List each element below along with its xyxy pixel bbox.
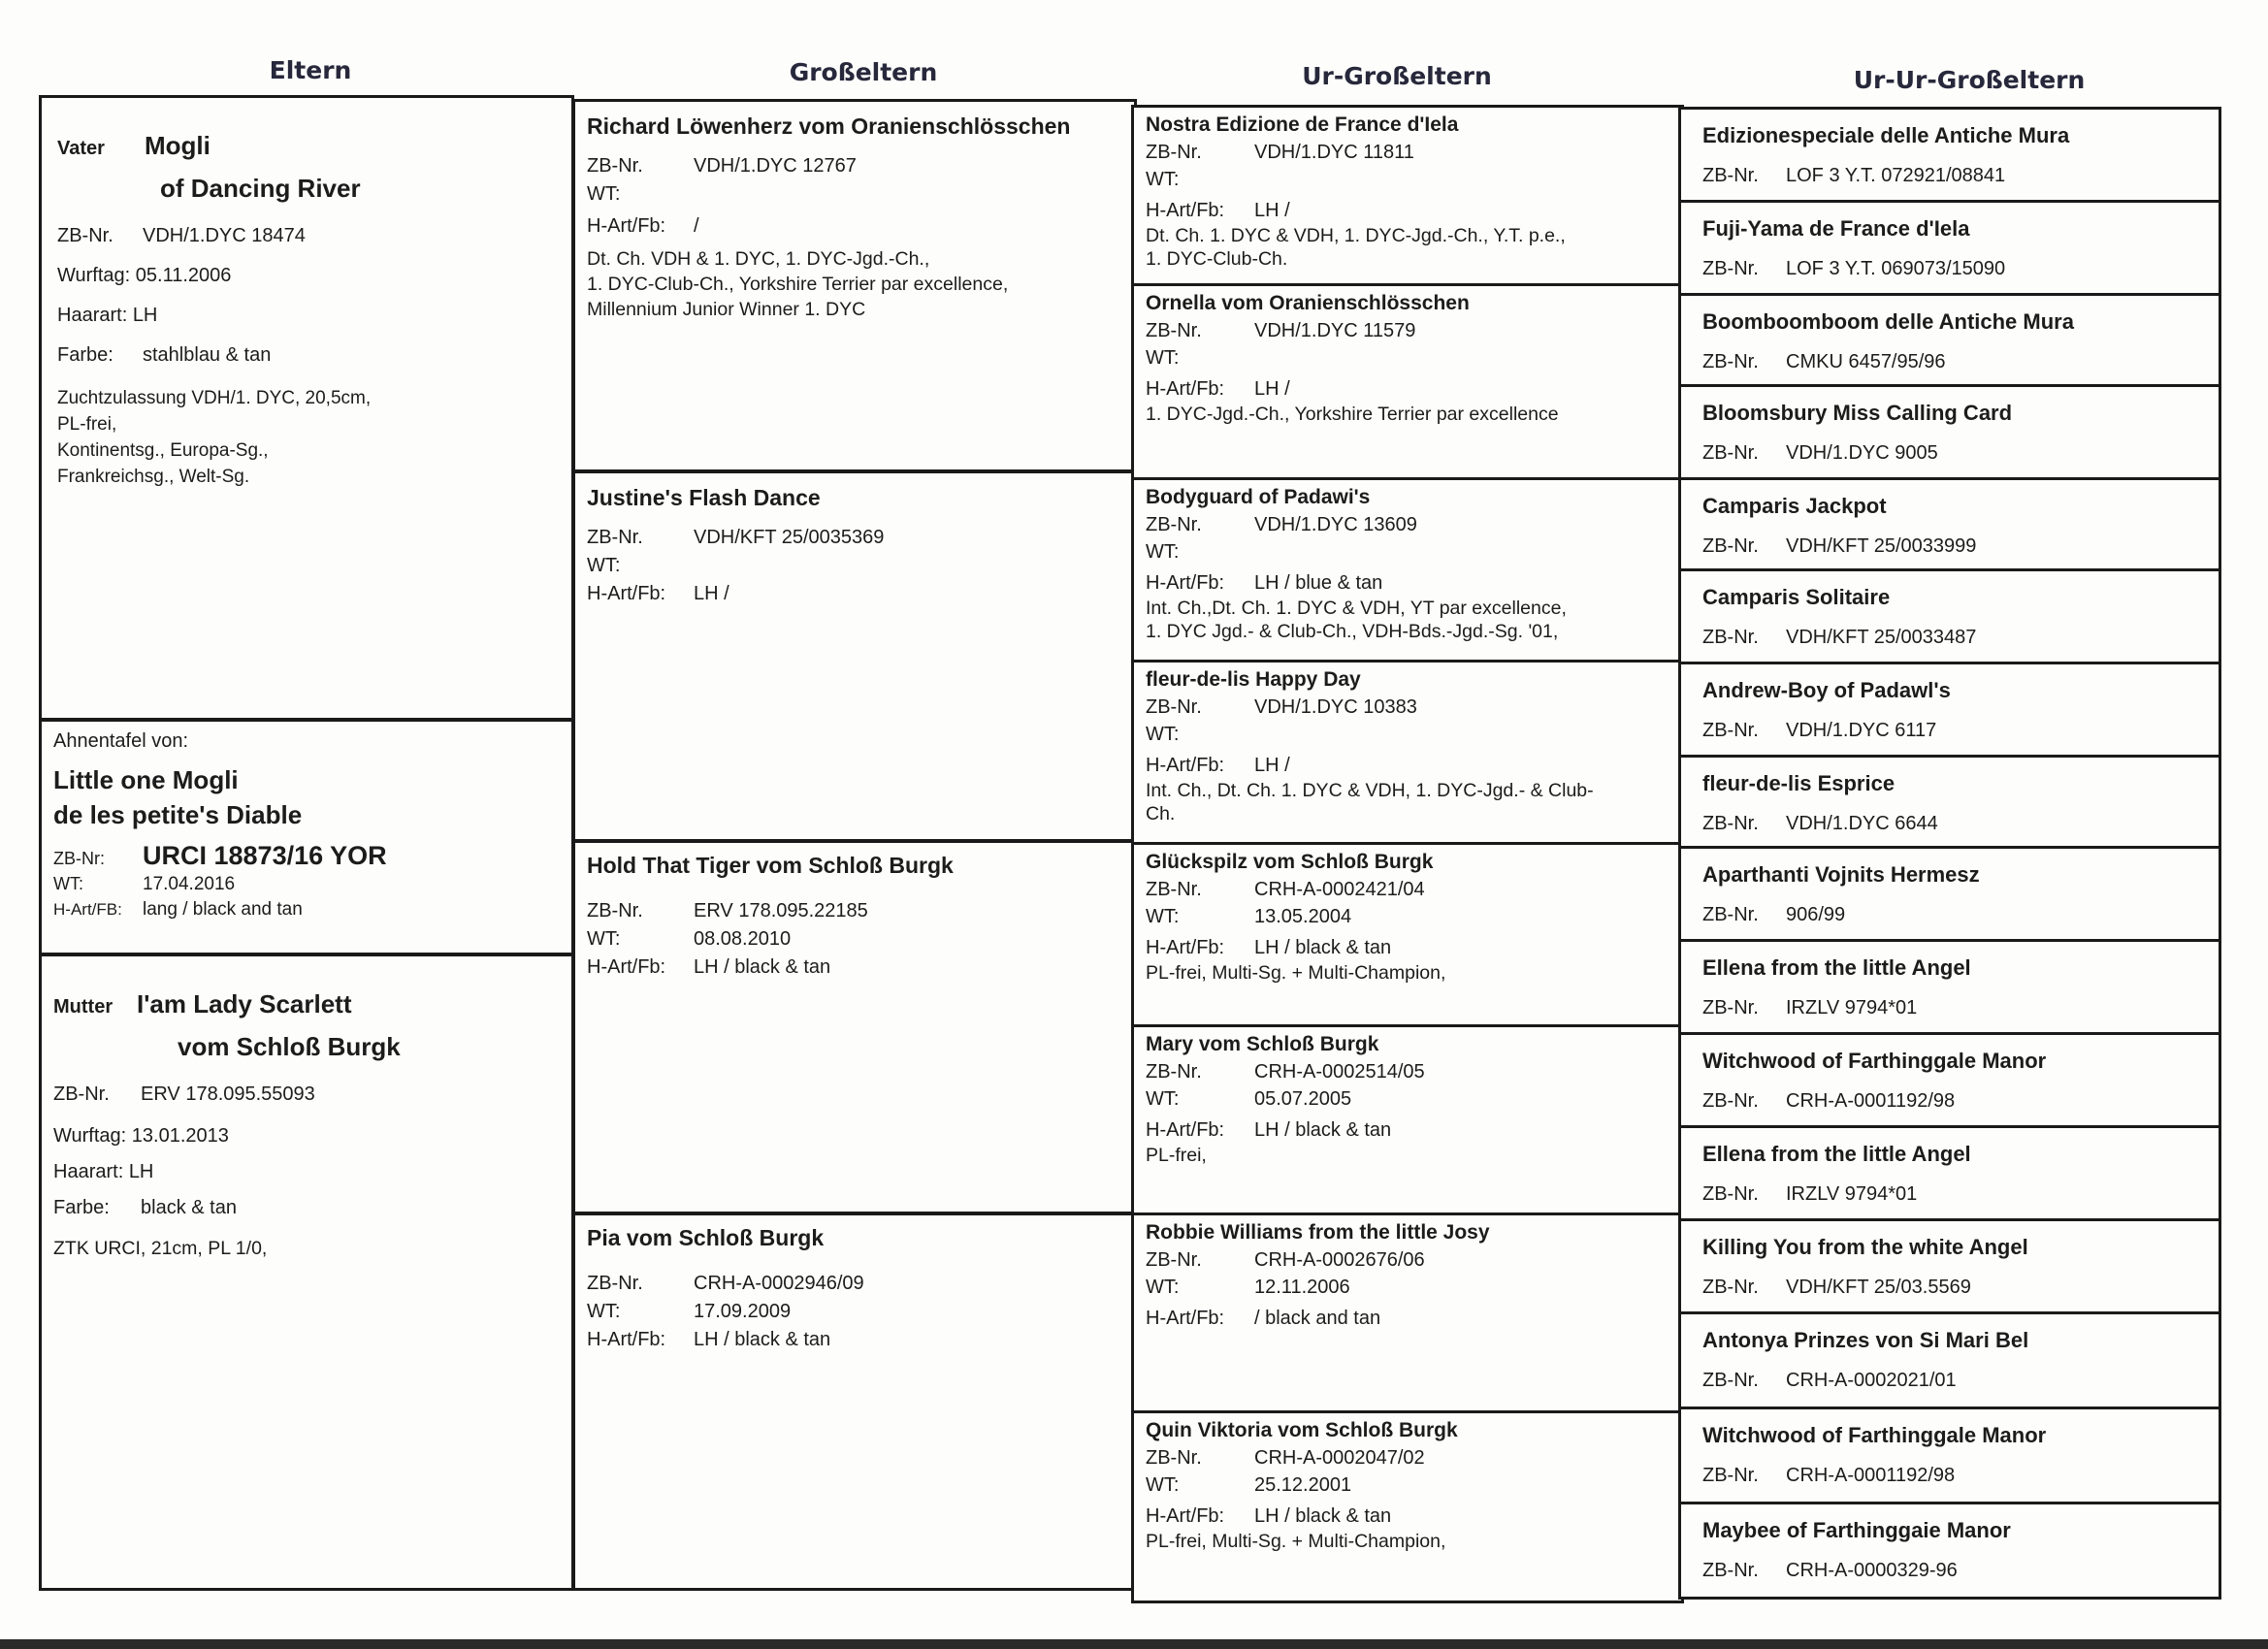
grandparent-name: Hold That Tiger vom Schloß Burgk bbox=[587, 853, 954, 878]
dam-wurftag-row bbox=[53, 1122, 571, 1150]
sire-farbe-value: stahlblau & tan bbox=[143, 344, 272, 366]
great-grandparent-name: Ornella vom Oranienschlösschen bbox=[1146, 292, 1470, 314]
great-grandparent-name: Robbie Williams from the little Josy bbox=[1146, 1221, 1490, 1244]
grandparent-wt-label: WT: bbox=[587, 183, 621, 205]
grandparent-card bbox=[572, 840, 1137, 1214]
great-grandparent-zb: VDH/1.DYC 10383 bbox=[1254, 696, 1417, 718]
great-grandparent-hart-label: H-Art/Fb: bbox=[1146, 200, 1225, 221]
great-grandparent-title-line: Dt. Ch. 1. DYC & VDH, 1. DYC-Jgd.-Ch., Y.T. p.e., bbox=[1146, 225, 1566, 246]
sire-farbe-label: Farbe: bbox=[57, 344, 113, 366]
dam-wurftag-value: 13.01.2013 bbox=[131, 1125, 229, 1147]
great-grandparent-wt: 05.07.2005 bbox=[1254, 1088, 1352, 1110]
great-great-grandparent-zb-label: ZB-Nr. bbox=[1702, 442, 1759, 464]
great-great-grandparent-zb: VDH/1.DYC 6644 bbox=[1786, 813, 1938, 834]
great-great-grandparent-card bbox=[1678, 477, 2221, 571]
great-grandparent-zb-label: ZB-Nr. bbox=[1146, 514, 1202, 535]
great-grandparent-wt: 25.12.2001 bbox=[1254, 1474, 1352, 1496]
pedigree-owner-wt-row bbox=[53, 871, 571, 897]
great-grandparent-name: Bodyguard of Padawi's bbox=[1146, 486, 1371, 508]
grandparent-wt: 08.08.2010 bbox=[694, 928, 792, 950]
pedigree-owner-hart-value: lang / black and tan bbox=[143, 899, 303, 920]
grandparent-hart: LH / bbox=[694, 583, 729, 604]
pedigree-owner-label: Ahnentafel von: bbox=[53, 730, 188, 752]
great-great-grandparent-name: Killing You from the white Angel bbox=[1702, 1235, 2028, 1259]
great-grandparent-title-line: 1. DYC-Club-Ch. bbox=[1146, 248, 1288, 270]
great-grandparent-zb: VDH/1.DYC 11579 bbox=[1254, 320, 1416, 341]
great-grandparent-card bbox=[1131, 660, 1684, 845]
dam-farbe-label: Farbe: bbox=[53, 1197, 110, 1218]
grandparent-title-line: Millennium Junior Winner 1. DYC bbox=[587, 299, 866, 320]
great-great-grandparent-card bbox=[1678, 1125, 2221, 1221]
grandparent-name: Justine's Flash Dance bbox=[587, 485, 821, 510]
pedigree-owner-name-line1: Little one Mogli bbox=[53, 765, 239, 794]
great-grandparent-zb: CRH-A-0002514/05 bbox=[1254, 1061, 1425, 1083]
great-great-grandparent-name: Andrew-Boy of Padawl's bbox=[1702, 678, 1951, 702]
great-great-grandparent-name: Witchwood of Farthinggale Manor bbox=[1702, 1423, 2047, 1447]
great-grandparent-card bbox=[1131, 477, 1684, 663]
great-great-grandparent-zb-label: ZB-Nr. bbox=[1702, 1277, 1759, 1298]
pedigree-owner-name-line2: de les petite's Diable bbox=[53, 800, 303, 829]
sire-role-label: Vater bbox=[57, 138, 105, 159]
great-grandparent-wt-label: WT: bbox=[1146, 1277, 1180, 1298]
great-great-grandparent-zb: VDH/KFT 25/0033487 bbox=[1786, 627, 1977, 648]
great-grandparent-name: fleur-de-lis Happy Day bbox=[1146, 668, 1361, 691]
great-great-grandparent-zb: IRZLV 9794*01 bbox=[1786, 1183, 1918, 1205]
great-great-grandparent-name: Camparis Solitaire bbox=[1702, 585, 1891, 609]
header-great-grandparents: Ur-Großeltern bbox=[1302, 62, 1492, 90]
great-great-grandparent-card bbox=[1678, 107, 2221, 203]
great-grandparent-card bbox=[1131, 842, 1684, 1027]
great-grandparent-zb: VDH/1.DYC 11811 bbox=[1254, 142, 1414, 163]
great-grandparent-zb-label: ZB-Nr. bbox=[1146, 1061, 1202, 1083]
dam-zb-label: ZB-Nr. bbox=[53, 1083, 110, 1105]
great-grandparent-zb-label: ZB-Nr. bbox=[1146, 320, 1202, 341]
grandparent-wt-label: WT: bbox=[587, 555, 621, 576]
grandparent-hart: LH / black & tan bbox=[694, 1329, 831, 1350]
bottom-edge-line bbox=[0, 1639, 2268, 1649]
great-grandparent-hart: LH / black & tan bbox=[1254, 1119, 1392, 1141]
great-grandparent-card bbox=[1131, 1410, 1684, 1603]
great-grandparent-name: Nostra Edizione de France d'Iela bbox=[1146, 113, 1459, 136]
great-grandparent-name: Quin Viktoria vom Schloß Burgk bbox=[1146, 1419, 1458, 1441]
great-great-grandparent-zb-label: ZB-Nr. bbox=[1702, 720, 1759, 741]
great-great-grandparent-zb: CRH-A-0002021/01 bbox=[1786, 1370, 1957, 1391]
great-great-grandparent-zb: VDH/KFT 25/0033999 bbox=[1786, 535, 1977, 557]
sire-wurftag-label: Wurftag: bbox=[57, 265, 131, 286]
grandparent-title-line: 1. DYC-Club-Ch., Yorkshire Terrier par excellence, bbox=[587, 274, 1009, 295]
great-grandparent-wt-label: WT: bbox=[1146, 347, 1180, 369]
grandparent-zb: VDH/KFT 25/0035369 bbox=[694, 527, 885, 548]
great-great-grandparent-zb: VDH/1.DYC 9005 bbox=[1786, 442, 1938, 464]
great-grandparent-zb-label: ZB-Nr. bbox=[1146, 879, 1202, 900]
pedigree-owner-hart-label: H-Art/FB: bbox=[53, 900, 122, 919]
dam-haarart-value: LH bbox=[128, 1161, 154, 1182]
great-great-grandparent-card bbox=[1678, 1502, 2221, 1600]
great-grandparent-title-line: Ch. bbox=[1146, 803, 1176, 824]
great-great-grandparent-card bbox=[1678, 1311, 2221, 1409]
great-grandparent-hart-label: H-Art/Fb: bbox=[1146, 1119, 1225, 1141]
great-great-grandparent-card bbox=[1678, 846, 2221, 942]
great-great-grandparent-zb: LOF 3 Y.T. 069073/15090 bbox=[1786, 258, 2006, 279]
great-grandparent-card bbox=[1131, 1212, 1684, 1413]
great-grandparent-card bbox=[1131, 1024, 1684, 1215]
great-great-grandparent-name: Ellena from the little Angel bbox=[1702, 955, 1971, 980]
great-great-grandparent-zb: VDH/KFT 25/03.5569 bbox=[1786, 1277, 1971, 1298]
great-grandparent-title-line: PL-frei, Multi-Sg. + Multi-Champion, bbox=[1146, 962, 1446, 984]
grandparent-title-line: Dt. Ch. VDH & 1. DYC, 1. DYC-Jgd.-Ch., bbox=[587, 248, 930, 270]
great-grandparent-hart: / black and tan bbox=[1254, 1308, 1381, 1329]
sire-titles bbox=[57, 385, 571, 490]
grandparent-wt-label: WT: bbox=[587, 928, 621, 950]
great-grandparent-title-line: 1. DYC Jgd.- & Club-Ch., VDH-Bds.-Jgd.-Sg. '01, bbox=[1146, 621, 1559, 642]
grandparent-zb-label: ZB-Nr. bbox=[587, 155, 643, 177]
dam-role-label: Mutter bbox=[53, 996, 113, 1018]
great-grandparent-hart: LH / bbox=[1254, 378, 1290, 400]
header-parents: Eltern bbox=[269, 56, 352, 84]
grandparent-card bbox=[572, 99, 1137, 472]
header-great-great-grandparents: Ur-Ur-Großeltern bbox=[1853, 66, 2086, 94]
great-great-grandparent-zb: CRH-A-0001192/98 bbox=[1786, 1090, 1956, 1112]
dam-name-line1: I'am Lady Scarlett bbox=[137, 989, 352, 1018]
great-grandparent-title-line: Int. Ch., Dt. Ch. 1. DYC & VDH, 1. DYC-Jgd.- & Club- bbox=[1146, 780, 1594, 801]
great-great-grandparent-name: Bloomsbury Miss Calling Card bbox=[1702, 401, 2013, 425]
great-great-grandparent-card bbox=[1678, 1406, 2221, 1504]
great-great-grandparent-zb-label: ZB-Nr. bbox=[1702, 627, 1759, 648]
great-great-grandparent-name: Boomboomboom delle Antiche Mura bbox=[1702, 309, 2074, 334]
dam-zb-value: ERV 178.095.55093 bbox=[141, 1083, 315, 1105]
great-great-grandparent-zb: IRZLV 9794*01 bbox=[1786, 997, 1918, 1018]
great-great-grandparent-name: Ellena from the little Angel bbox=[1702, 1142, 1971, 1166]
great-grandparent-card bbox=[1131, 283, 1684, 480]
great-grandparent-hart: LH / bbox=[1254, 200, 1290, 221]
great-great-grandparent-name: Edizionespeciale delle Antiche Mura bbox=[1702, 123, 2070, 147]
great-grandparent-wt-label: WT: bbox=[1146, 1474, 1180, 1496]
grandparent-zb-label: ZB-Nr. bbox=[587, 1273, 643, 1294]
pedigree-owner-hart-row bbox=[53, 897, 571, 922]
great-grandparent-title-line: 1. DYC-Jgd.-Ch., Yorkshire Terrier par excellence bbox=[1146, 404, 1559, 425]
dam-card bbox=[39, 954, 574, 1591]
great-great-grandparent-zb-label: ZB-Nr. bbox=[1702, 1560, 1759, 1581]
dam-farbe-row bbox=[53, 1194, 571, 1222]
grandparent-hart: / bbox=[694, 215, 699, 237]
sire-haarart-row bbox=[57, 302, 571, 330]
great-great-grandparent-zb: CMKU 6457/95/96 bbox=[1786, 351, 1946, 372]
sire-title-line: Kontinentsg., Europa-Sg., bbox=[57, 440, 269, 461]
sire-title-line: Frankreichsg., Welt-Sg. bbox=[57, 467, 250, 487]
great-great-grandparent-card bbox=[1678, 384, 2221, 480]
dam-name-line2: vom Schloß Burgk bbox=[178, 1032, 401, 1061]
grandparent-wt-label: WT: bbox=[587, 1301, 621, 1322]
dam-title-line: ZTK URCI, 21cm, PL 1/0, bbox=[53, 1238, 268, 1259]
pedigree-owner-zb-label: ZB-Nr: bbox=[53, 849, 105, 868]
great-great-grandparent-card bbox=[1678, 1218, 2221, 1314]
header-grandparents: Großeltern bbox=[789, 58, 938, 86]
great-great-grandparent-zb-label: ZB-Nr. bbox=[1702, 1370, 1759, 1391]
great-great-grandparent-card bbox=[1678, 568, 2221, 664]
great-great-grandparent-card bbox=[1678, 662, 2221, 758]
great-grandparent-hart: LH / black & tan bbox=[1254, 1505, 1392, 1527]
grandparent-name: Pia vom Schloß Burgk bbox=[587, 1225, 825, 1250]
pedigree-owner-card bbox=[39, 719, 574, 955]
great-great-grandparent-zb: CRH-A-0000329-96 bbox=[1786, 1560, 1958, 1581]
great-grandparent-title-line: Int. Ch.,Dt. Ch. 1. DYC & VDH, YT par excellence, bbox=[1146, 598, 1567, 619]
great-great-grandparent-zb-label: ZB-Nr. bbox=[1702, 535, 1759, 557]
great-grandparent-wt-label: WT: bbox=[1146, 724, 1180, 745]
great-great-grandparent-name: Camparis Jackpot bbox=[1702, 494, 1887, 518]
great-grandparent-zb-label: ZB-Nr. bbox=[1146, 1249, 1202, 1271]
grandparent-zb-label: ZB-Nr. bbox=[587, 527, 643, 548]
grandparent-hart-label: H-Art/Fb: bbox=[587, 1329, 666, 1350]
sire-wurftag-value: 05.11.2006 bbox=[135, 265, 232, 286]
great-grandparent-hart-label: H-Art/Fb: bbox=[1146, 378, 1225, 400]
great-great-grandparent-zb-label: ZB-Nr. bbox=[1702, 904, 1759, 925]
pedigree-owner-wt-label: WT: bbox=[53, 874, 83, 893]
sire-haarart-value: LH bbox=[132, 305, 158, 326]
dam-haarart-label: Haarart: bbox=[53, 1161, 124, 1182]
sire-haarart-label: Haarart: bbox=[57, 305, 128, 326]
great-great-grandparent-zb: CRH-A-0001192/98 bbox=[1786, 1465, 1956, 1486]
great-great-grandparent-zb: LOF 3 Y.T. 072921/08841 bbox=[1786, 165, 2006, 186]
sire-zb-row bbox=[57, 222, 571, 250]
great-grandparent-wt-label: WT: bbox=[1146, 169, 1180, 190]
great-grandparent-title-line: PL-frei, bbox=[1146, 1145, 1207, 1166]
great-great-grandparent-card bbox=[1678, 939, 2221, 1035]
grandparent-zb: ERV 178.095.22185 bbox=[694, 900, 868, 922]
great-grandparent-hart: LH / bbox=[1254, 755, 1290, 776]
grandparent-wt: 17.09.2009 bbox=[694, 1301, 792, 1322]
great-grandparent-hart-label: H-Art/Fb: bbox=[1146, 937, 1225, 958]
great-great-grandparent-zb-label: ZB-Nr. bbox=[1702, 813, 1759, 834]
sire-name-line1: Mogli bbox=[145, 131, 211, 160]
great-grandparent-zb-label: ZB-Nr. bbox=[1146, 696, 1202, 718]
great-grandparent-zb: VDH/1.DYC 13609 bbox=[1254, 514, 1417, 535]
great-great-grandparent-zb: 906/99 bbox=[1786, 904, 1846, 925]
sire-zb-label: ZB-Nr. bbox=[57, 225, 113, 246]
dam-zb-row bbox=[53, 1081, 571, 1109]
great-great-grandparent-name: Maybee of Farthinggaie Manor bbox=[1702, 1518, 2011, 1542]
grandparent-hart: LH / black & tan bbox=[694, 956, 831, 978]
great-great-grandparent-zb: VDH/1.DYC 6117 bbox=[1786, 720, 1937, 741]
pedigree-owner-zb-value: URCI 18873/16 YOR bbox=[143, 841, 387, 870]
great-grandparent-zb-label: ZB-Nr. bbox=[1146, 142, 1202, 163]
great-great-grandparent-card bbox=[1678, 1032, 2221, 1128]
great-grandparent-zb-label: ZB-Nr. bbox=[1146, 1447, 1202, 1469]
great-great-grandparent-zb-label: ZB-Nr. bbox=[1702, 258, 1759, 279]
great-great-grandparent-name: fleur-de-lis Esprice bbox=[1702, 771, 1895, 795]
great-grandparent-name: Glückspilz vom Schloß Burgk bbox=[1146, 851, 1434, 873]
great-great-grandparent-name: Witchwood of Farthinggale Manor bbox=[1702, 1049, 2047, 1073]
great-grandparent-wt-label: WT: bbox=[1146, 906, 1180, 927]
great-grandparent-wt-label: WT: bbox=[1146, 1088, 1180, 1110]
great-great-grandparent-name: Fuji-Yama de France d'Iela bbox=[1702, 216, 1970, 241]
great-grandparent-zb: CRH-A-0002421/04 bbox=[1254, 879, 1425, 900]
great-great-grandparent-zb-label: ZB-Nr. bbox=[1702, 165, 1759, 186]
dam-haarart-row bbox=[53, 1158, 571, 1186]
great-grandparent-wt: 12.11.2006 bbox=[1254, 1277, 1350, 1298]
great-grandparent-wt: 13.05.2004 bbox=[1254, 906, 1352, 927]
great-grandparent-name: Mary vom Schloß Burgk bbox=[1146, 1033, 1379, 1055]
great-great-grandparent-zb-label: ZB-Nr. bbox=[1702, 997, 1759, 1018]
great-great-grandparent-card bbox=[1678, 200, 2221, 296]
great-grandparent-card bbox=[1131, 105, 1684, 286]
great-grandparent-hart-label: H-Art/Fb: bbox=[1146, 1505, 1225, 1527]
great-great-grandparent-name: Antonya Prinzes von Si Mari Bel bbox=[1702, 1328, 2029, 1352]
great-grandparent-hart-label: H-Art/Fb: bbox=[1146, 572, 1225, 594]
grandparent-card bbox=[572, 470, 1137, 842]
grandparent-hart-label: H-Art/Fb: bbox=[587, 956, 666, 978]
grandparent-card bbox=[572, 1212, 1137, 1591]
grandparent-hart-label: H-Art/Fb: bbox=[587, 583, 666, 604]
sire-card bbox=[39, 95, 574, 721]
great-great-grandparent-card bbox=[1678, 755, 2221, 849]
dam-farbe-value: black & tan bbox=[141, 1197, 237, 1218]
sire-zb-value: VDH/1.DYC 18474 bbox=[143, 225, 306, 246]
great-great-grandparent-name: Aparthanti Vojnits Hermesz bbox=[1702, 862, 1980, 887]
grandparent-hart-label: H-Art/Fb: bbox=[587, 215, 666, 237]
great-grandparent-title-line: PL-frei, Multi-Sg. + Multi-Champion, bbox=[1146, 1531, 1446, 1552]
great-great-grandparent-zb-label: ZB-Nr. bbox=[1702, 1183, 1759, 1205]
pedigree-owner-wt-value: 17.04.2016 bbox=[143, 874, 236, 894]
great-grandparent-zb: CRH-A-0002676/06 bbox=[1254, 1249, 1425, 1271]
great-great-grandparent-zb-label: ZB-Nr. bbox=[1702, 351, 1759, 372]
great-great-grandparent-card bbox=[1678, 293, 2221, 387]
great-grandparent-hart: LH / blue & tan bbox=[1254, 572, 1383, 594]
dam-titles bbox=[53, 1236, 571, 1262]
great-great-grandparent-zb-label: ZB-Nr. bbox=[1702, 1465, 1759, 1486]
grandparent-name: Richard Löwenherz vom Oranienschlösschen bbox=[587, 113, 1071, 139]
sire-name-line2: of Dancing River bbox=[160, 174, 361, 203]
dam-wurftag-label: Wurftag: bbox=[53, 1125, 127, 1147]
sire-farbe-row bbox=[57, 341, 571, 370]
great-grandparent-wt-label: WT: bbox=[1146, 541, 1180, 563]
great-grandparent-hart: LH / black & tan bbox=[1254, 937, 1392, 958]
great-grandparent-hart-label: H-Art/Fb: bbox=[1146, 755, 1225, 776]
grandparent-zb: VDH/1.DYC 12767 bbox=[694, 155, 857, 177]
great-grandparent-zb: CRH-A-0002047/02 bbox=[1254, 1447, 1425, 1469]
grandparent-zb-label: ZB-Nr. bbox=[587, 900, 643, 922]
sire-title-line: Zuchtzulassung VDH/1. DYC, 20,5cm, bbox=[57, 388, 372, 408]
sire-wurftag-row bbox=[57, 262, 571, 290]
sire-title-line: PL-frei, bbox=[57, 414, 117, 435]
great-great-grandparent-zb-label: ZB-Nr. bbox=[1702, 1090, 1759, 1112]
pedigree-owner-zb-row bbox=[53, 841, 571, 871]
great-grandparent-hart-label: H-Art/Fb: bbox=[1146, 1308, 1225, 1329]
grandparent-zb: CRH-A-0002946/09 bbox=[694, 1273, 864, 1294]
